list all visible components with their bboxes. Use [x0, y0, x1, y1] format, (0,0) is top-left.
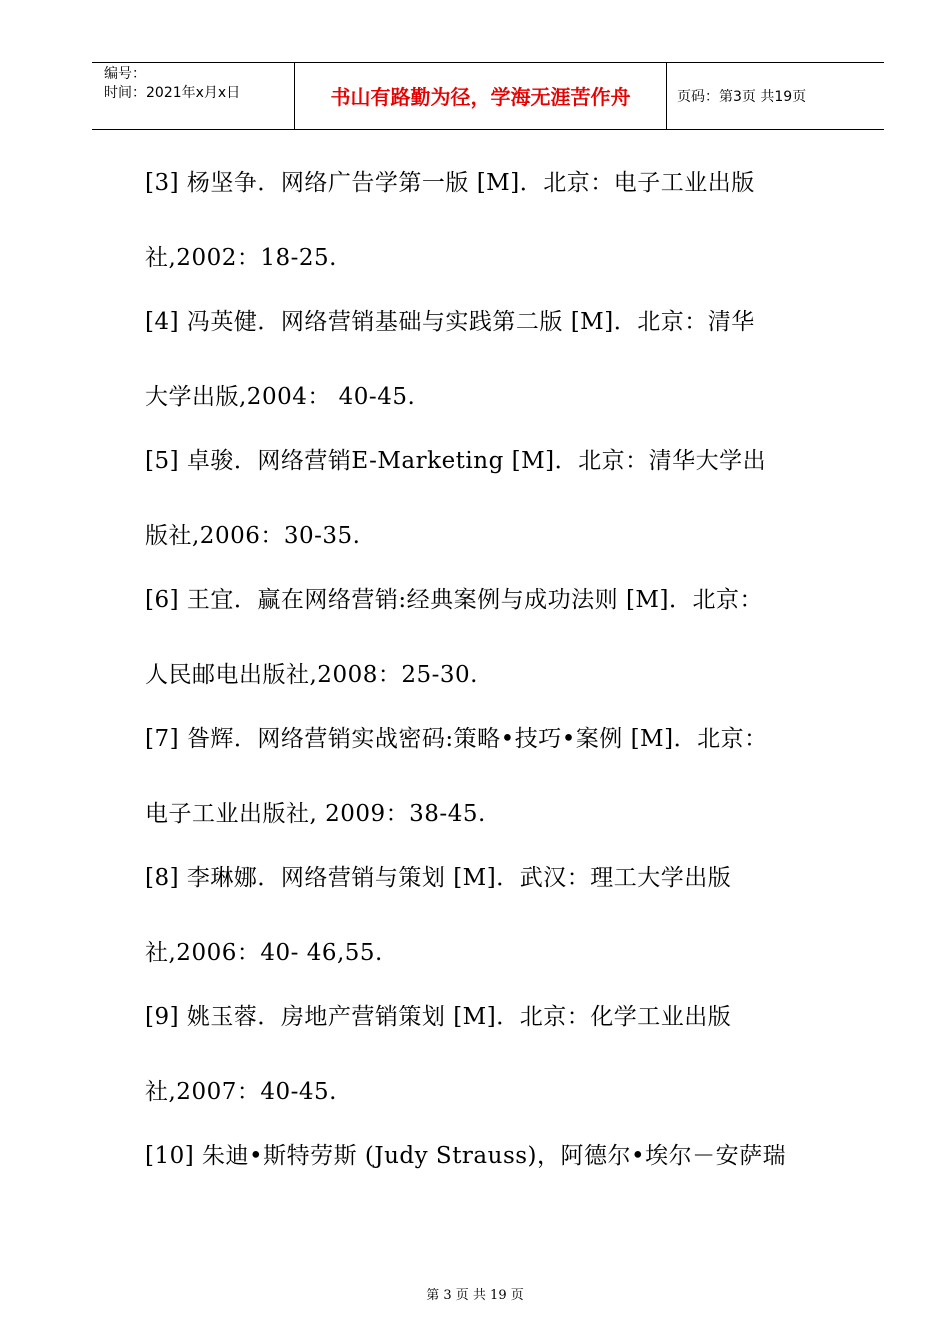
reference-line: [5] 卓骏．网络营销E-Marketing [M]．北京：清华大学出: [145, 448, 767, 474]
reference-line: [10] 朱迪•斯特劳斯 (Judy Strauss)，阿德尔•埃尔－安萨瑞: [145, 1143, 787, 1169]
reference-line: [4] 冯英健．网络营销基础与实践第二版 [M]．北京：清华: [145, 309, 755, 335]
reference-line: 人民邮电出版社,2008：25-30.: [145, 662, 478, 688]
reference-line: [7] 昝辉．网络营销实战密码:策略•技巧•案例 [M]．北京：: [145, 726, 768, 752]
document-time-label: 时间：2021年x月x日: [104, 85, 241, 101]
header-motto: 书山有路勤为径，学海无涯苦作舟: [330, 85, 631, 109]
header-page-cell: [667, 63, 884, 129]
reference-line: [9] 姚玉蓉．房地产营销策划 [M]．北京：化学工业出版: [145, 1004, 732, 1030]
header-page-info: 页码：第3页 共19页: [677, 89, 807, 105]
reference-line: 电子工业出版社, 2009：38-45.: [145, 801, 486, 827]
reference-line: 大学出版,2004： 40-45.: [145, 384, 416, 410]
reference-line: [8] 李琳娜．网络营销与策划 [M]．武汉：理工大学出版: [145, 865, 732, 891]
header-motto-cell: [295, 63, 667, 129]
reference-line: [3] 杨坚争．网络广告学第一版 [M]．北京：电子工业出版: [145, 170, 755, 196]
reference-line: 社,2006：40- 46,55.: [145, 940, 383, 966]
reference-line: 版社,2006：30-35.: [145, 523, 361, 549]
reference-line: 社,2002：18-25.: [145, 245, 337, 271]
header-meta-cell: [92, 63, 295, 129]
page-footer: 第 3 页 共 19 页: [426, 1288, 524, 1303]
page-header: [92, 62, 884, 130]
reference-line: [6] 王宜．赢在网络营销:经典案例与成功法则 [M]．北京：: [145, 587, 763, 613]
document-number-label: 编号：: [104, 66, 146, 82]
reference-line: 社,2007：40-45.: [145, 1079, 337, 1105]
